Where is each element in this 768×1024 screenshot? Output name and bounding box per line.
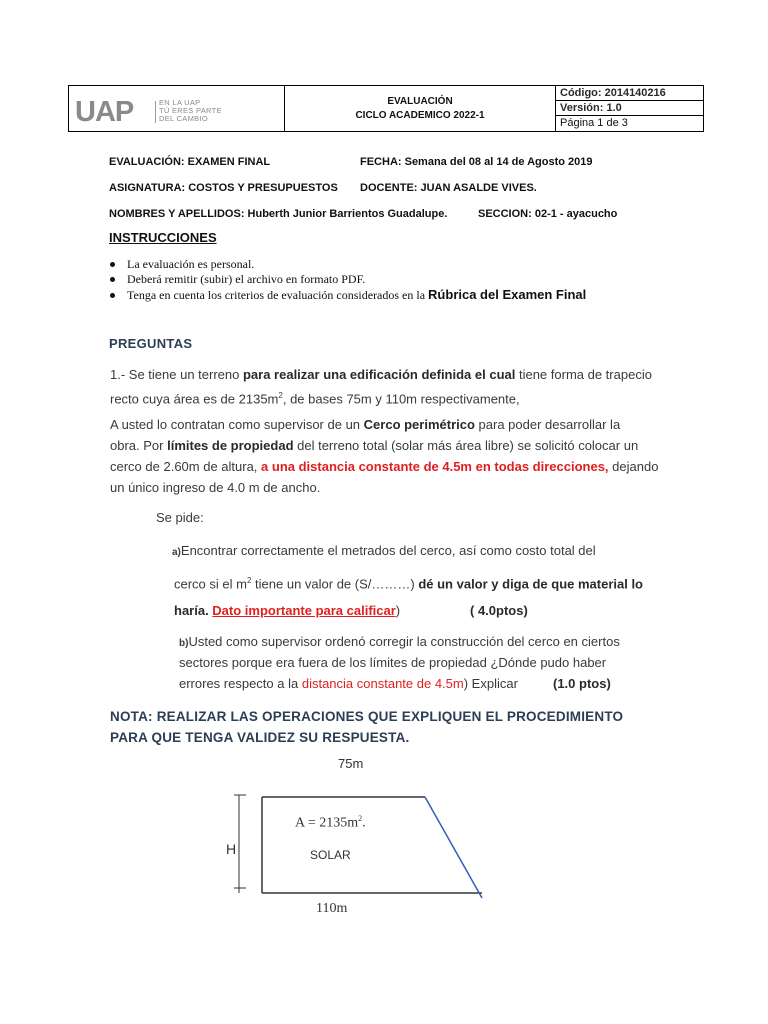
evaluacion-label: EVALUACIÓN: EXAMEN FINAL [109, 156, 271, 168]
item-a-line: haría. Dato importante para calificar) [174, 603, 401, 618]
trapezoid-diagram [220, 780, 500, 910]
bullet-icon [110, 293, 115, 298]
doc-subtitle: CICLO ACADEMICO 2022-1 [355, 110, 485, 121]
slanted-side-line [425, 797, 482, 898]
instruction-item: Deberá remitir (subir) el archivo en formato PDF. [110, 272, 365, 287]
table-divider [284, 86, 285, 131]
logo-tagline: EN LA UAP TÚ ERES PARTE DEL CAMBIO [159, 98, 222, 124]
solar-label: SOLAR [310, 848, 351, 862]
area-label: $A = 2135m^2$. [295, 814, 366, 831]
top-base-label: 75m [338, 756, 364, 771]
nota-block: NOTA: REALIZAR LAS OPERACIONES QUE EXPLIQUEN EL PROCEDIMIENTO PARA QUE TENGA VALIDEZ SU RESPUESTA. [110, 709, 624, 745]
uap-logo [75, 96, 235, 128]
logo-divider [155, 101, 156, 123]
instrucciones-heading: INSTRUCCIONES [109, 230, 217, 245]
seccion-label: SECCION: 02-1 - ayacucho [478, 208, 618, 220]
question-1-context: A usted lo contratan como supervisor de un Cerco perimétrico para poder desarrollar la [110, 417, 621, 432]
question-1-context: obra. Por límites de propiedad del terreno total (solar más área libre) se solicitó colocar un [110, 438, 639, 453]
question-1-context: cerco de 2.60m de altura, a una distancia constante de 4.5m en todas direcciones, dejando [110, 459, 659, 474]
fecha-label: FECHA: Semana del 08 al 14 de Agosto 2019 [360, 156, 593, 168]
pagina-cell: Página 1 de 3 [560, 117, 628, 129]
bottom-base-label: 110m [316, 901, 348, 916]
question-1-line: recto cuya área es de $2135m^2$, de bases 75m y 110m respectivamente, [110, 391, 520, 407]
item-a-line: a)Encontrar correctamente el metrados del cerco, así como costo total del [172, 543, 596, 558]
bullet-icon [110, 262, 115, 267]
item-a-line: cerco si el $m^2$ tiene un valor de (S/………) dé un valor y diga de que material lo [174, 576, 643, 592]
header-table [68, 85, 704, 132]
preguntas-heading: PREGUNTAS [109, 336, 193, 351]
instruction-item: Tenga en cuenta los criterios de evaluación considerados en la Rúbrica del Examen Final [110, 287, 586, 303]
question-1-line: 1.- Se tiene un terreno para realizar una edificación definida el cual tiene forma de trapecio [110, 367, 652, 382]
item-b-line: sectores porque era fuera de los límites de propiedad ¿Dónde pudo haber [179, 655, 607, 670]
doc-title: EVALUACIÓN [387, 96, 453, 107]
item-b-line: errores respecto a la distancia constante de 4.5m) Explicar [179, 676, 518, 691]
version-cell: Versión: 1.0 [556, 101, 704, 116]
logo-text: UAP [75, 96, 134, 128]
asignatura-label: ASIGNATURA: COSTOS Y PRESUPUESTOS [109, 182, 338, 194]
height-label: H [226, 841, 237, 857]
docente-label: DOCENTE: JUAN ASALDE VIVES. [360, 182, 537, 194]
nombres-label: NOMBRES Y APELLIDOS: Huberth Junior Barrientos Guadalupe. [109, 208, 448, 220]
item-a-points: ( 4.0ptos) [470, 603, 528, 618]
se-pide-label: Se pide: [156, 510, 204, 525]
bullet-icon [110, 277, 115, 282]
item-b-points: (1.0 ptos) [553, 676, 611, 691]
codigo-cell: Código: 2014140216 [556, 86, 704, 101]
item-b-line: b)Usted como supervisor ordenó corregir la construcción del cerco en ciertos [179, 634, 620, 649]
instruction-item: La evaluación es personal. [110, 257, 254, 272]
rubrica-label: Rúbrica del Examen Final [428, 287, 587, 302]
question-1-context: un único ingreso de 4.0 m de ancho. [110, 480, 321, 495]
